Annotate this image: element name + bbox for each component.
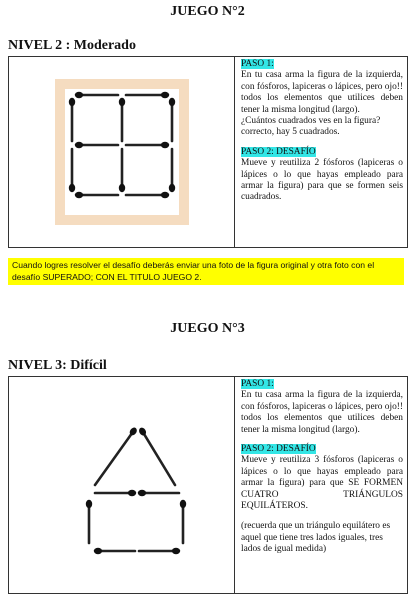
game3-divider (234, 377, 235, 593)
matchstick (94, 548, 135, 554)
submission-note: Cuando logres resolver el desafío deberás enviar una foto de la figura original y otra foto con el desafío SUPERADO; CON EL TITULO JUEGO 2. (8, 258, 404, 285)
game3-paso1-text: En tu casa arma la figura de la izquierda, con fósforos, lapiceras o lápices, pero ojo!! todos los elementos que utilices deben tener la misma longitud (largo). (241, 390, 403, 435)
game3-box (8, 376, 408, 594)
matchstick (138, 426, 175, 485)
game3-paso2-label: PASO 2: DESAFÍO (241, 444, 316, 455)
matchstick (86, 500, 92, 543)
game2-paso1-question: ¿Cuántos cuadrados ves en la figura? correcto, hay 5 cuadrados. (241, 116, 381, 138)
game2-level: NIVEL 2 : Moderado (8, 38, 136, 53)
game2-box (8, 56, 408, 248)
matchstick-house-figure-icon (79, 421, 203, 559)
game2-paso2-text: Mueve y reutiliza 2 fósforos (lapiceras o lápices o lo que hayas empleado para armar la figura) para que se formen seis cuadrados. (241, 158, 403, 203)
matchstick (95, 426, 138, 485)
game2-paso2-label: PASO 2: DESAFÍO (241, 146, 316, 157)
matchstick-square-figure-icon (55, 79, 189, 225)
game2-paso1-label: PASO 1: (241, 59, 274, 69)
game3-text (241, 379, 403, 556)
game2-title: JUEGO N°2 (170, 4, 245, 19)
game3-paso2-text: Mueve y reutiliza 3 fósforos (lapiceras o lápices o lo que hayas empleado para armar la figura) para que SE FORMEN CUATRO TRIÁNGULOS EQUILÁTEROS. (241, 455, 403, 512)
game3-paso1-label: PASO 1: (241, 379, 274, 389)
game2-divider (234, 57, 235, 247)
game3-level: NIVEL 3: Difícil (8, 358, 107, 373)
matchstick (95, 490, 136, 496)
game2-paso1-text: En tu casa arma la figura de la izquierda, con fósforos, lapiceras o lápices, pero ojo!! todos los elementos que utilices deben tener la misma longitud (largo). (241, 70, 403, 115)
game2-text (241, 59, 403, 204)
game3-reminder: (recuerda que un triángulo equilátero es aquel que tiene tres lados iguales, tres lados de igual medida) (241, 521, 391, 555)
matchstick (139, 548, 180, 554)
game3-title: JUEGO N°3 (170, 321, 245, 336)
matchstick (138, 490, 179, 496)
matchstick (180, 500, 186, 543)
